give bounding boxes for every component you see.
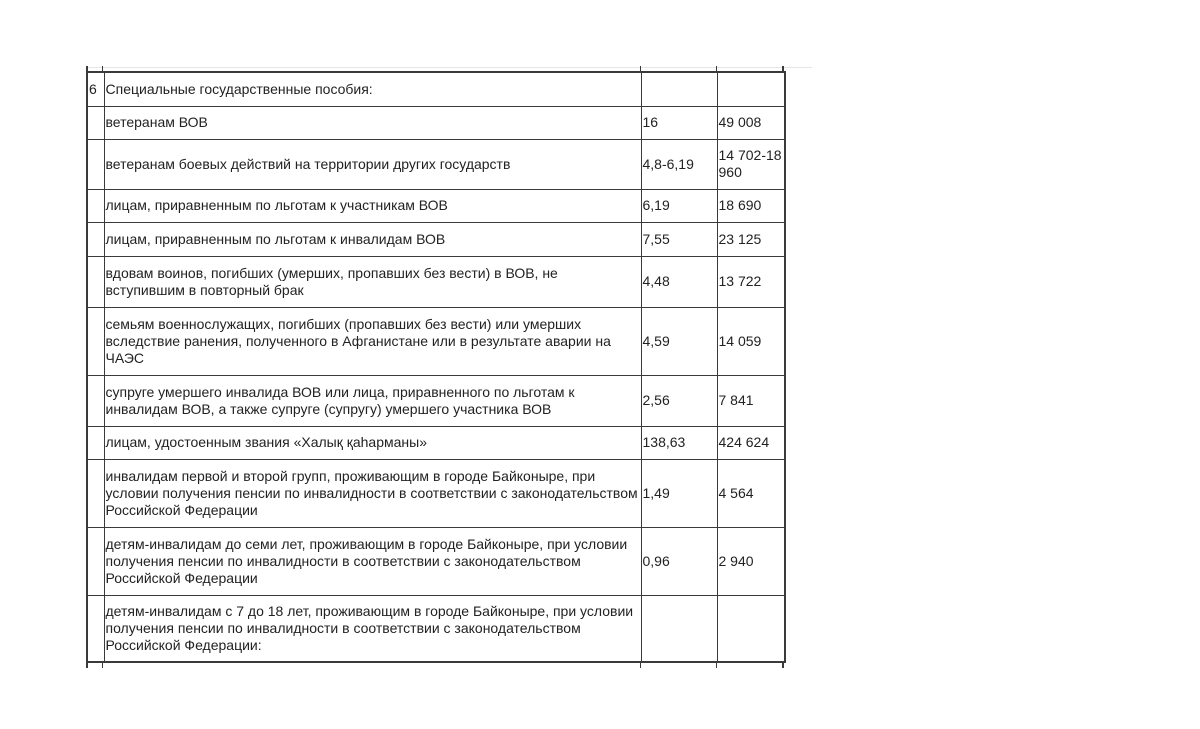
table-row: [87, 256, 785, 307]
benefit-description: инвалидам первой и второй групп, проживающим в городе Байконыре, при условии получения пенсии по инвалидности в соответствии с законодательством Российской Федерации: [104, 459, 641, 527]
row-number-cell: [87, 189, 104, 222]
table-row: [87, 527, 785, 595]
coefficient-cell: 138,63: [641, 426, 717, 459]
amount-cell: 14 059: [717, 307, 785, 375]
amount-cell: [717, 72, 785, 106]
benefit-description: детям-инвалидам с 7 до 18 лет, проживающим в городе Байконыре, при условии получения пенсии по инвалидности в соответствии с законодательством Российской Федерации:: [104, 595, 641, 662]
table-border-stub: [86, 661, 88, 668]
benefit-description: лицам, приравненным по льготам к инвалидам ВОВ: [104, 222, 641, 256]
coefficient-cell: 4,48: [641, 256, 717, 307]
amount-cell: 49 008: [717, 106, 785, 139]
table-row: [87, 72, 785, 106]
benefit-description: семьям военнослужащих, погибших (пропавших без вести) или умерших вследствие ранения, полученного в Афганистане или в результате аварии на ЧАЭС: [104, 307, 641, 375]
table-row: [87, 595, 785, 662]
benefit-description: лицам, приравненным по льготам к участникам ВОВ: [104, 189, 641, 222]
table-row: [87, 139, 785, 189]
table-border-stub: [716, 661, 717, 668]
coefficient-cell: 4,8-6,19: [641, 139, 717, 189]
coefficient-cell: 1,49: [641, 459, 717, 527]
amount-cell: 18 690: [717, 189, 785, 222]
coefficient-cell: 6,19: [641, 189, 717, 222]
table-row: [87, 307, 785, 375]
table-row: [87, 375, 785, 426]
coefficient-cell: 16: [641, 106, 717, 139]
benefit-description: лицам, удостоенным звания «Халық қаһарманы»: [104, 426, 641, 459]
amount-cell: 7 841: [717, 375, 785, 426]
coefficient-cell: 0,96: [641, 527, 717, 595]
row-number-cell: [87, 106, 104, 139]
table-border-stub: [640, 661, 641, 668]
coefficient-cell: 2,56: [641, 375, 717, 426]
coefficient-cell: 7,55: [641, 222, 717, 256]
amount-cell: 13 722: [717, 256, 785, 307]
row-number-cell: [87, 256, 104, 307]
benefit-description: ветеранам ВОВ: [104, 106, 641, 139]
section-title: Специальные государственные пособия:: [104, 72, 641, 106]
coefficient-cell: 4,59: [641, 307, 717, 375]
table-border-stub: [102, 661, 103, 668]
row-number-cell: [87, 426, 104, 459]
table-row: [87, 426, 785, 459]
row-number-cell: [87, 375, 104, 426]
benefit-description: ветеранам боевых действий на территории других государств: [104, 139, 641, 189]
amount-cell: [717, 595, 785, 662]
amount-cell: 4 564: [717, 459, 785, 527]
amount-cell: 2 940: [717, 527, 785, 595]
benefit-description: детям-инвалидам до семи лет, проживающим в городе Байконыре, при условии получения пенсии по инвалидности в соответствии с законодательством Российской Федерации: [104, 527, 641, 595]
coefficient-cell: [641, 72, 717, 106]
amount-cell: 424 624: [717, 426, 785, 459]
table-row: [87, 459, 785, 527]
page-top-rule: [86, 67, 812, 68]
row-number-cell: [87, 222, 104, 256]
amount-cell: 23 125: [717, 222, 785, 256]
row-number-cell: [87, 595, 104, 662]
row-number-cell: [87, 139, 104, 189]
benefit-description: вдовам воинов, погибших (умерших, пропавших без вести) в ВОВ, не вступившим в повторный брак: [104, 256, 641, 307]
benefit-description: супруге умершего инвалида ВОВ или лица, приравненного по льготам к инвалидам ВОВ, а также супруге (супругу) умершего участника ВОВ: [104, 375, 641, 426]
benefits-table: [86, 71, 786, 663]
table-row: [87, 222, 785, 256]
row-number-cell: [87, 527, 104, 595]
coefficient-cell: [641, 595, 717, 662]
table-row: [87, 106, 785, 139]
amount-cell: 14 702-18 960: [717, 139, 785, 189]
table-row: [87, 189, 785, 222]
table-border-stub: [782, 661, 784, 668]
row-number-cell: [87, 307, 104, 375]
section-number: 6: [87, 72, 104, 106]
row-number-cell: [87, 459, 104, 527]
